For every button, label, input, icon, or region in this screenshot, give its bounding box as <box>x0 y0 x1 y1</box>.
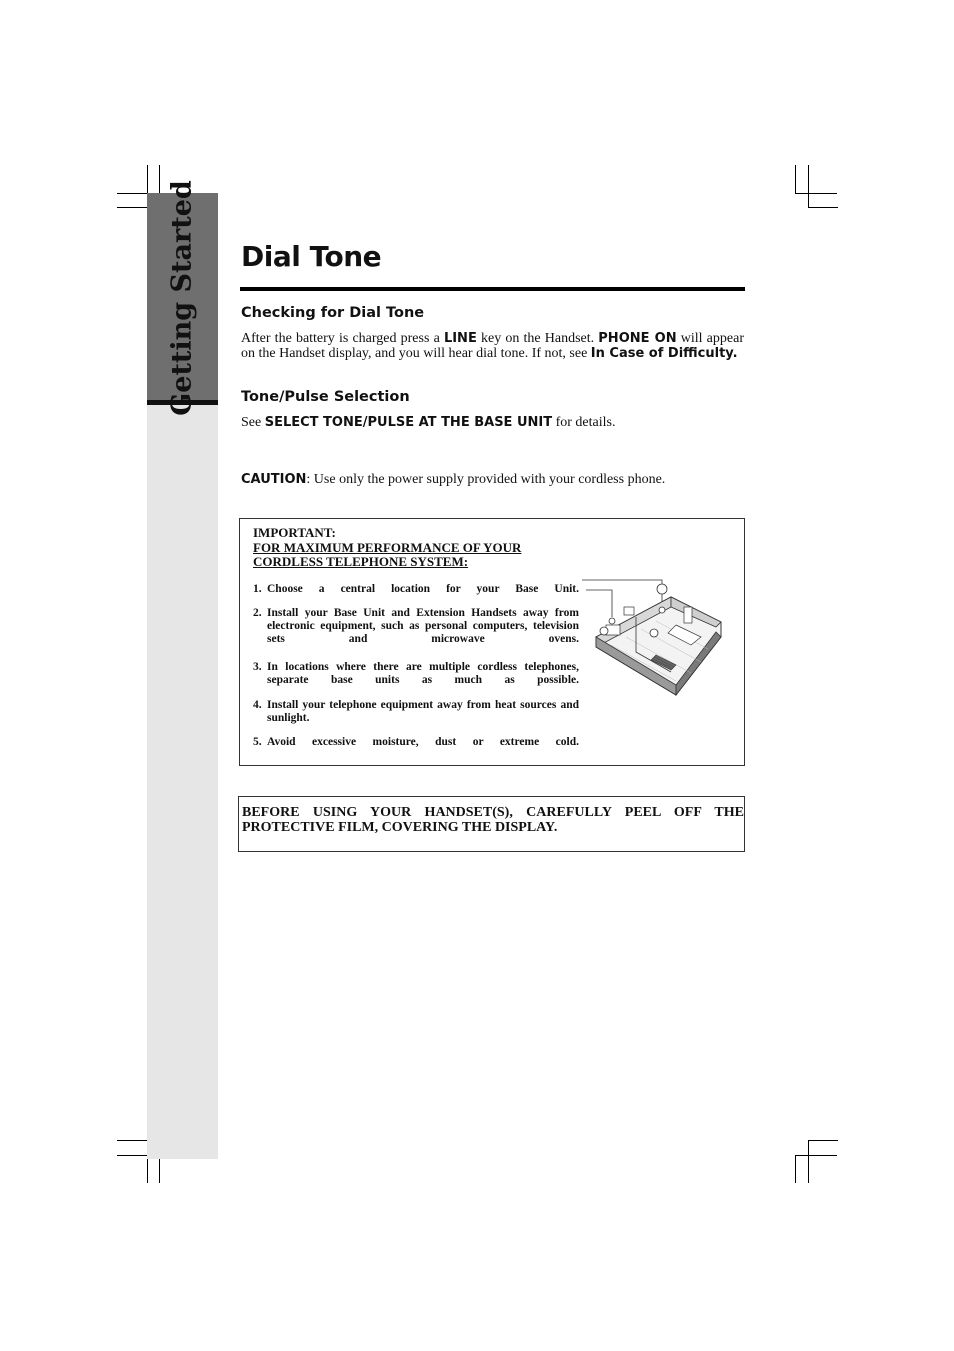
crop-mark <box>808 1140 838 1141</box>
crop-mark <box>795 1155 837 1156</box>
item-number: 1. <box>253 583 262 595</box>
item-text: Install your Base Unit and Extension Handsets away from electronic equipment, such as personal computers, television sets and microwave ovens. <box>267 607 579 645</box>
peel-film-notice-box <box>238 796 745 852</box>
line-key-label: LINE <box>443 331 477 346</box>
crop-mark <box>159 165 160 193</box>
item-text: Install your telephone equipment away from heat sources and sunlight. <box>267 699 579 724</box>
important-subheading-1: FOR MAXIMUM PERFORMANCE OF YOUR <box>253 539 522 555</box>
crop-mark <box>808 1140 809 1183</box>
checking-heading: Checking for Dial Tone <box>241 305 425 321</box>
details-text: for details. <box>552 415 616 430</box>
room-layout-illustration <box>576 577 726 707</box>
page-title: Dial Tone <box>241 240 382 273</box>
item-text: Avoid excessive moisture, dust or extreme cold. <box>267 736 579 748</box>
crop-mark <box>117 207 147 208</box>
important-title: IMPORTANT: <box>253 525 336 540</box>
important-item <box>253 607 579 646</box>
see-text: See <box>241 415 265 430</box>
caution-text: : Use only the power supply provided with your cordless phone. <box>306 472 666 487</box>
item-number: 4. <box>253 699 262 711</box>
important-subheading-2: CORDLESS TELEPHONE SYSTEM: <box>253 554 469 569</box>
crop-mark <box>808 207 838 208</box>
important-item <box>253 699 579 725</box>
checking-paragraph <box>241 332 744 361</box>
select-tone-pulse-reference: SELECT TONE/PULSE AT THE BASE UNIT <box>264 415 553 430</box>
difficulty-reference: In Case of Difficulty. <box>590 345 738 361</box>
phone-on-label: PHONE ON <box>598 331 677 346</box>
important-heading <box>253 526 583 570</box>
item-number: 3. <box>253 661 262 673</box>
item-number: 5. <box>253 736 262 748</box>
title-rule <box>240 287 745 291</box>
caution-label: CAUTION <box>241 472 307 487</box>
peel-film-notice: BEFORE USING YOUR HANDSET(S), CAREFULLY PEEL OFF THE PROTECTIVE FILM, COVERING THE DISPLAY. <box>242 805 744 835</box>
crop-mark <box>795 1155 796 1183</box>
crop-mark <box>808 165 809 207</box>
checking-text-1: After the battery is charged press a <box>241 331 444 346</box>
checking-text-3: will appear on the Handset display, and you will hear dial tone. If not, see <box>241 331 744 361</box>
crop-mark <box>159 1155 160 1183</box>
tone-pulse-paragraph <box>241 416 615 431</box>
important-item <box>253 583 579 596</box>
tone-pulse-heading: Tone/Pulse Selection <box>241 389 410 405</box>
important-item <box>253 661 579 687</box>
section-tab-label: Getting Started <box>166 180 198 416</box>
important-box <box>239 518 745 766</box>
crop-mark <box>795 165 796 193</box>
item-number: 2. <box>253 607 262 619</box>
item-text: Choose a central location for your Base Unit. <box>267 583 579 595</box>
important-item <box>253 736 579 749</box>
item-text: In locations where there are multiple cordless telephones, separate base units as much as possible. <box>267 661 579 686</box>
checking-text-2: key on the Handset. <box>476 331 599 346</box>
caution-paragraph <box>241 473 665 488</box>
crop-mark <box>117 1140 147 1141</box>
crop-mark <box>795 193 837 194</box>
